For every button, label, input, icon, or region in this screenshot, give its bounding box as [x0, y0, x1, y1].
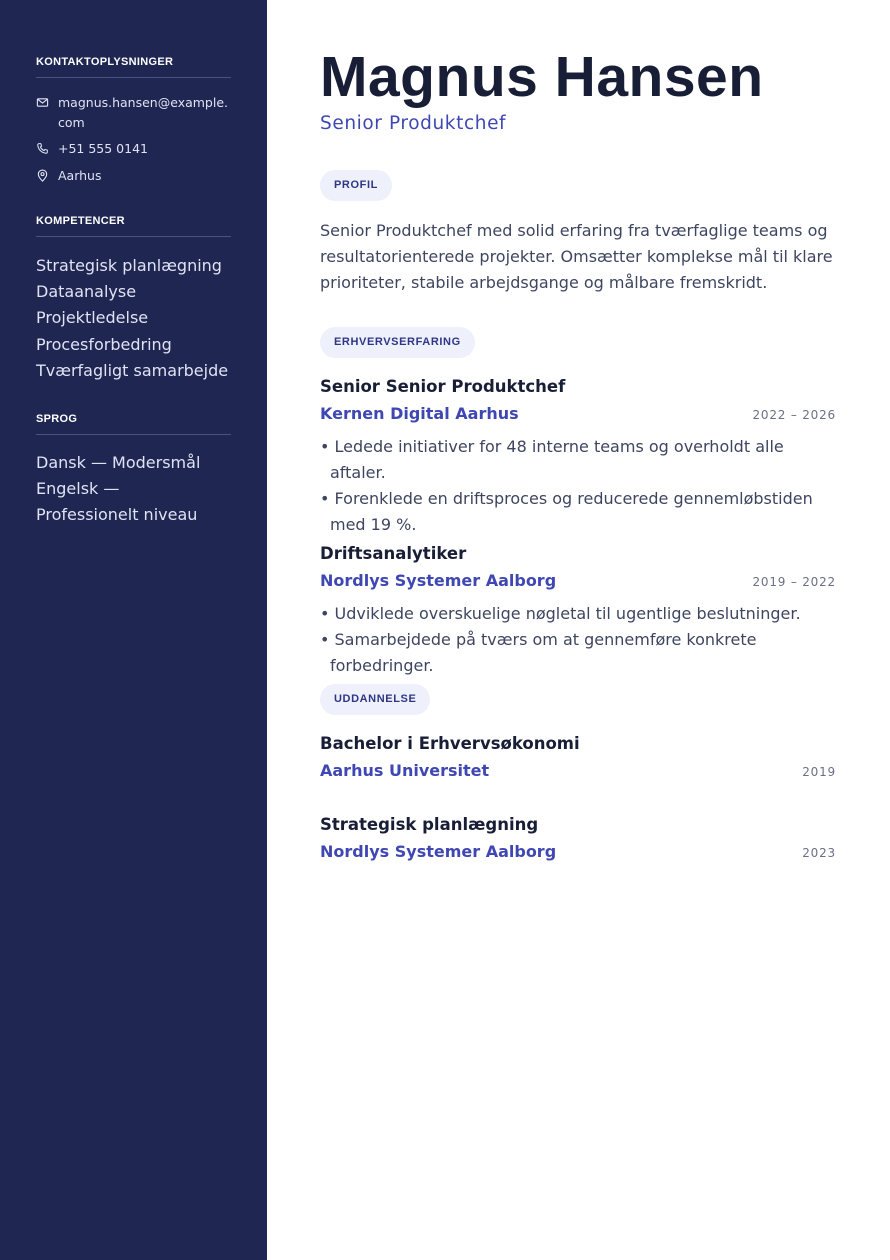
- job-bullets: [320, 434, 836, 538]
- list-item: Dataanalyse: [36, 282, 137, 302]
- location-pin-icon: [36, 169, 49, 182]
- location-text: Aarhus: [58, 168, 102, 183]
- list-item: • Ledede initiativer for 48 interne teams og overholdt alle aftaler.: [320, 437, 784, 482]
- profile-summary: Senior Produktchef med solid erfaring fra tværfaglige teams og resultatorienterede projekter. Omsætter komplekse mål til klare prioriteter, stabile arbejdsgange og målbare fremskridt.: [320, 221, 833, 292]
- contact-phone[interactable]: [36, 139, 231, 159]
- list-item: • Udviklede overskuelige nøgletal til ugentlige beslutninger.: [320, 604, 801, 623]
- phone-text: +51 555 0141: [58, 141, 148, 156]
- education-institution: Nordlys Systemer Aalborg: [320, 842, 557, 861]
- job-dates: 2022 – 2026: [752, 408, 836, 422]
- education-degree: Bachelor i Erhvervsøkonomi: [320, 734, 580, 753]
- section-label-experience: ERHVERVSERFARING: [320, 327, 475, 358]
- education-year: 2023: [802, 846, 836, 860]
- list-item: • Samarbejdede på tværs om at gennemføre konkrete forbedringer.: [320, 630, 757, 675]
- mail-icon: [36, 96, 49, 109]
- candidate-name: Magnus Hansen: [320, 45, 764, 109]
- phone-icon: [36, 142, 49, 155]
- job-title: Senior Senior Produktchef: [320, 377, 566, 396]
- job-bullets: [320, 601, 836, 679]
- section-label-education: UDDANNELSE: [320, 684, 430, 715]
- list-item: Procesforbedring: [36, 334, 172, 354]
- education-degree: Strategisk planlægning: [320, 815, 539, 834]
- list-item: Tværfagligt samarbejde: [36, 360, 229, 380]
- list-item: • Forenklede en driftsproces og reducerede gennemløbstiden med 19 %.: [320, 489, 813, 534]
- education-year: 2019: [802, 765, 836, 779]
- sidebar: [0, 0, 267, 1260]
- list-item: Engelsk — Professionelt niveau: [36, 479, 198, 525]
- skills-heading: KOMPETENCER: [36, 215, 231, 237]
- job-company: Kernen Digital Aarhus: [320, 404, 519, 423]
- languages-list: [36, 450, 226, 529]
- contact-email[interactable]: [36, 93, 231, 133]
- candidate-role: Senior Produktchef: [320, 113, 507, 134]
- skills-list: [36, 253, 236, 384]
- job-company: Nordlys Systemer Aalborg: [320, 571, 557, 590]
- list-item: Projektledelse: [36, 308, 149, 328]
- contact-heading: KONTAKTOPLYSNINGER: [36, 56, 231, 78]
- email-text: magnus.hansen@example.com: [58, 95, 229, 130]
- list-item: Dansk — Modersmål: [36, 453, 201, 472]
- education-institution: Aarhus Universitet: [320, 761, 490, 780]
- contact-location: [36, 166, 231, 186]
- job-dates: 2019 – 2022: [752, 575, 836, 589]
- section-label-profile: PROFIL: [320, 170, 392, 201]
- list-item: Strategisk planlægning: [36, 256, 222, 275]
- job-title: Driftsanalytiker: [320, 544, 467, 563]
- languages-heading: SPROG: [36, 413, 231, 435]
